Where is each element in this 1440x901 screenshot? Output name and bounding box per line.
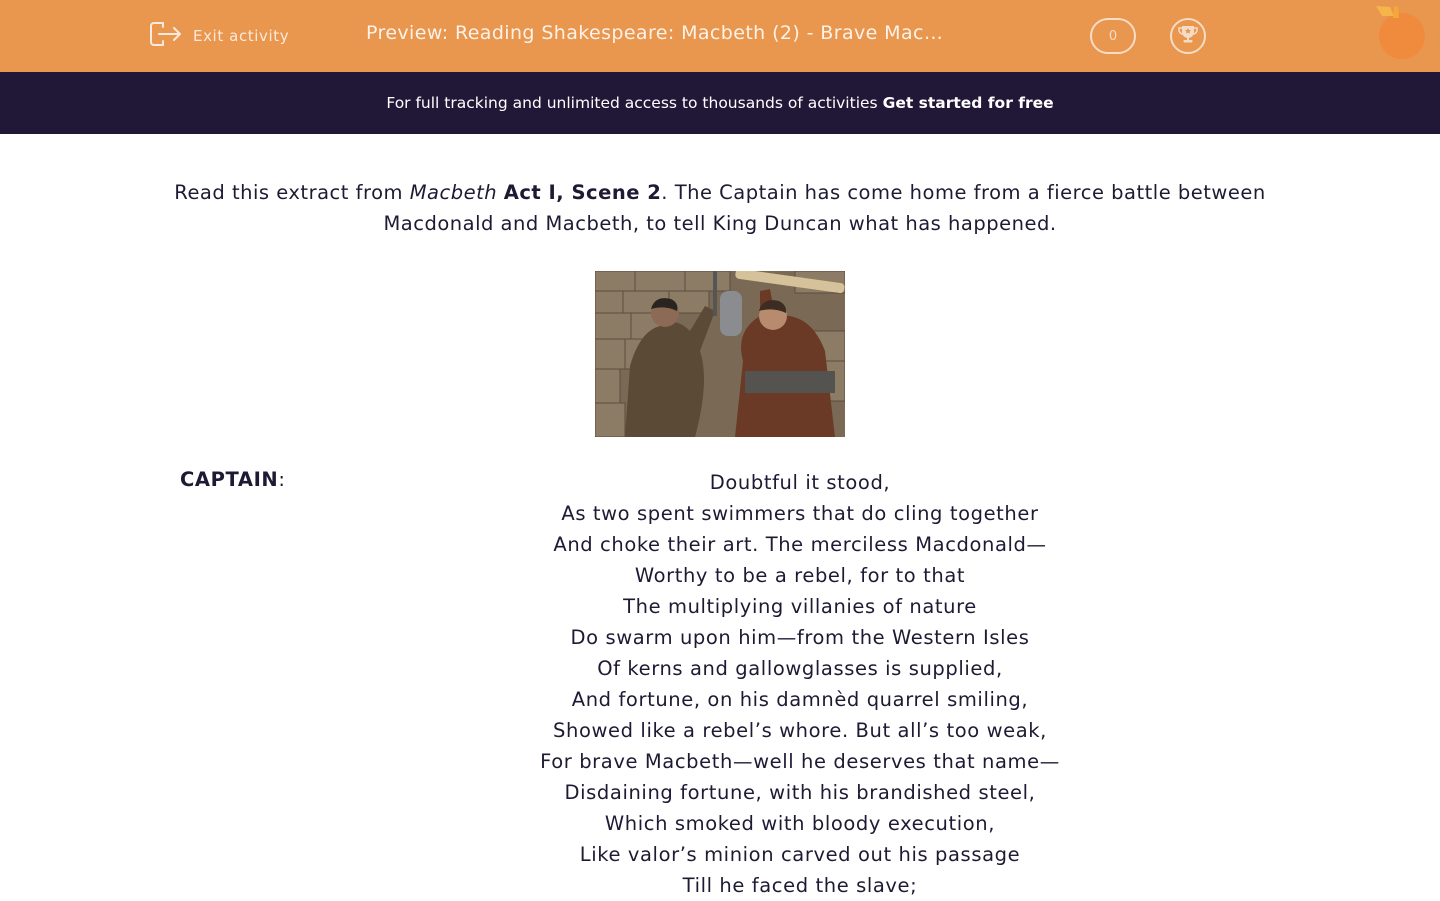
trophy-icon [1177,23,1199,49]
get-started-link[interactable]: Get started for free [882,94,1054,112]
verse-line: Which smoked with bloody execution, [604,812,996,835]
verse-line: Do swarm upon him—from the Western Isles [570,626,1030,649]
speaker-colon: : [278,468,286,491]
verse-line: Disdaining fortune, with his brandished steel, [564,781,1036,804]
verse-line: And choke their art. The merciless Macdonald— [553,533,1047,556]
verse-line: Doubtful it stood, [709,471,891,494]
verse-line: Till he faced the slave; [682,874,918,897]
speaker-label: CAPTAIN [180,468,279,491]
activity-title: Preview: Reading Shakespeare: Macbeth (2) - Brave Mac… [366,22,944,44]
verse-line: Showed like a rebel’s whore. But all’s too weak, [553,719,1047,742]
exit-activity-label: Exit activity [193,27,290,45]
exit-activity-button[interactable] [149,20,289,52]
trophy-button[interactable] [1170,18,1206,54]
battle-image [595,271,845,437]
score-counter [1090,18,1136,54]
intro-text-start: Read this extract from [174,181,410,204]
promo-banner [0,72,1440,134]
scene-reference: Act I, Scene 2 [503,181,662,204]
battle-illustration [595,271,845,437]
score-value: 0 [1108,28,1118,44]
intro-paragraph [140,177,1300,239]
verse-line: Like valor’s minion carved out his passage [579,843,1021,866]
exit-icon [149,19,183,53]
promo-text: For full tracking and unlimited access to thousands of activities [386,94,878,112]
verse-line: For brave Macbeth—well he deserves that name— [540,750,1060,773]
verse-line: As two spent swimmers that do cling together [561,502,1039,525]
verse-line: Worthy to be a rebel, for to that [634,564,966,587]
top-bar [0,0,1440,72]
verse-line: The multiplying villanies of nature [623,595,977,618]
play-title: Macbeth [409,181,498,204]
orange-logo-icon [1372,4,1430,62]
intro-text-end: . The Captain has come home from a fierce battle between Macdonald and Macbeth, to tell King Duncan what has happened. [383,181,1266,235]
speaker-name [180,468,286,491]
verse-line: Of kerns and gallowglasses is supplied, [597,657,1003,680]
verse-line: And fortune, on his damnèd quarrel smiling, [571,688,1029,711]
verse-extract [400,467,1200,901]
